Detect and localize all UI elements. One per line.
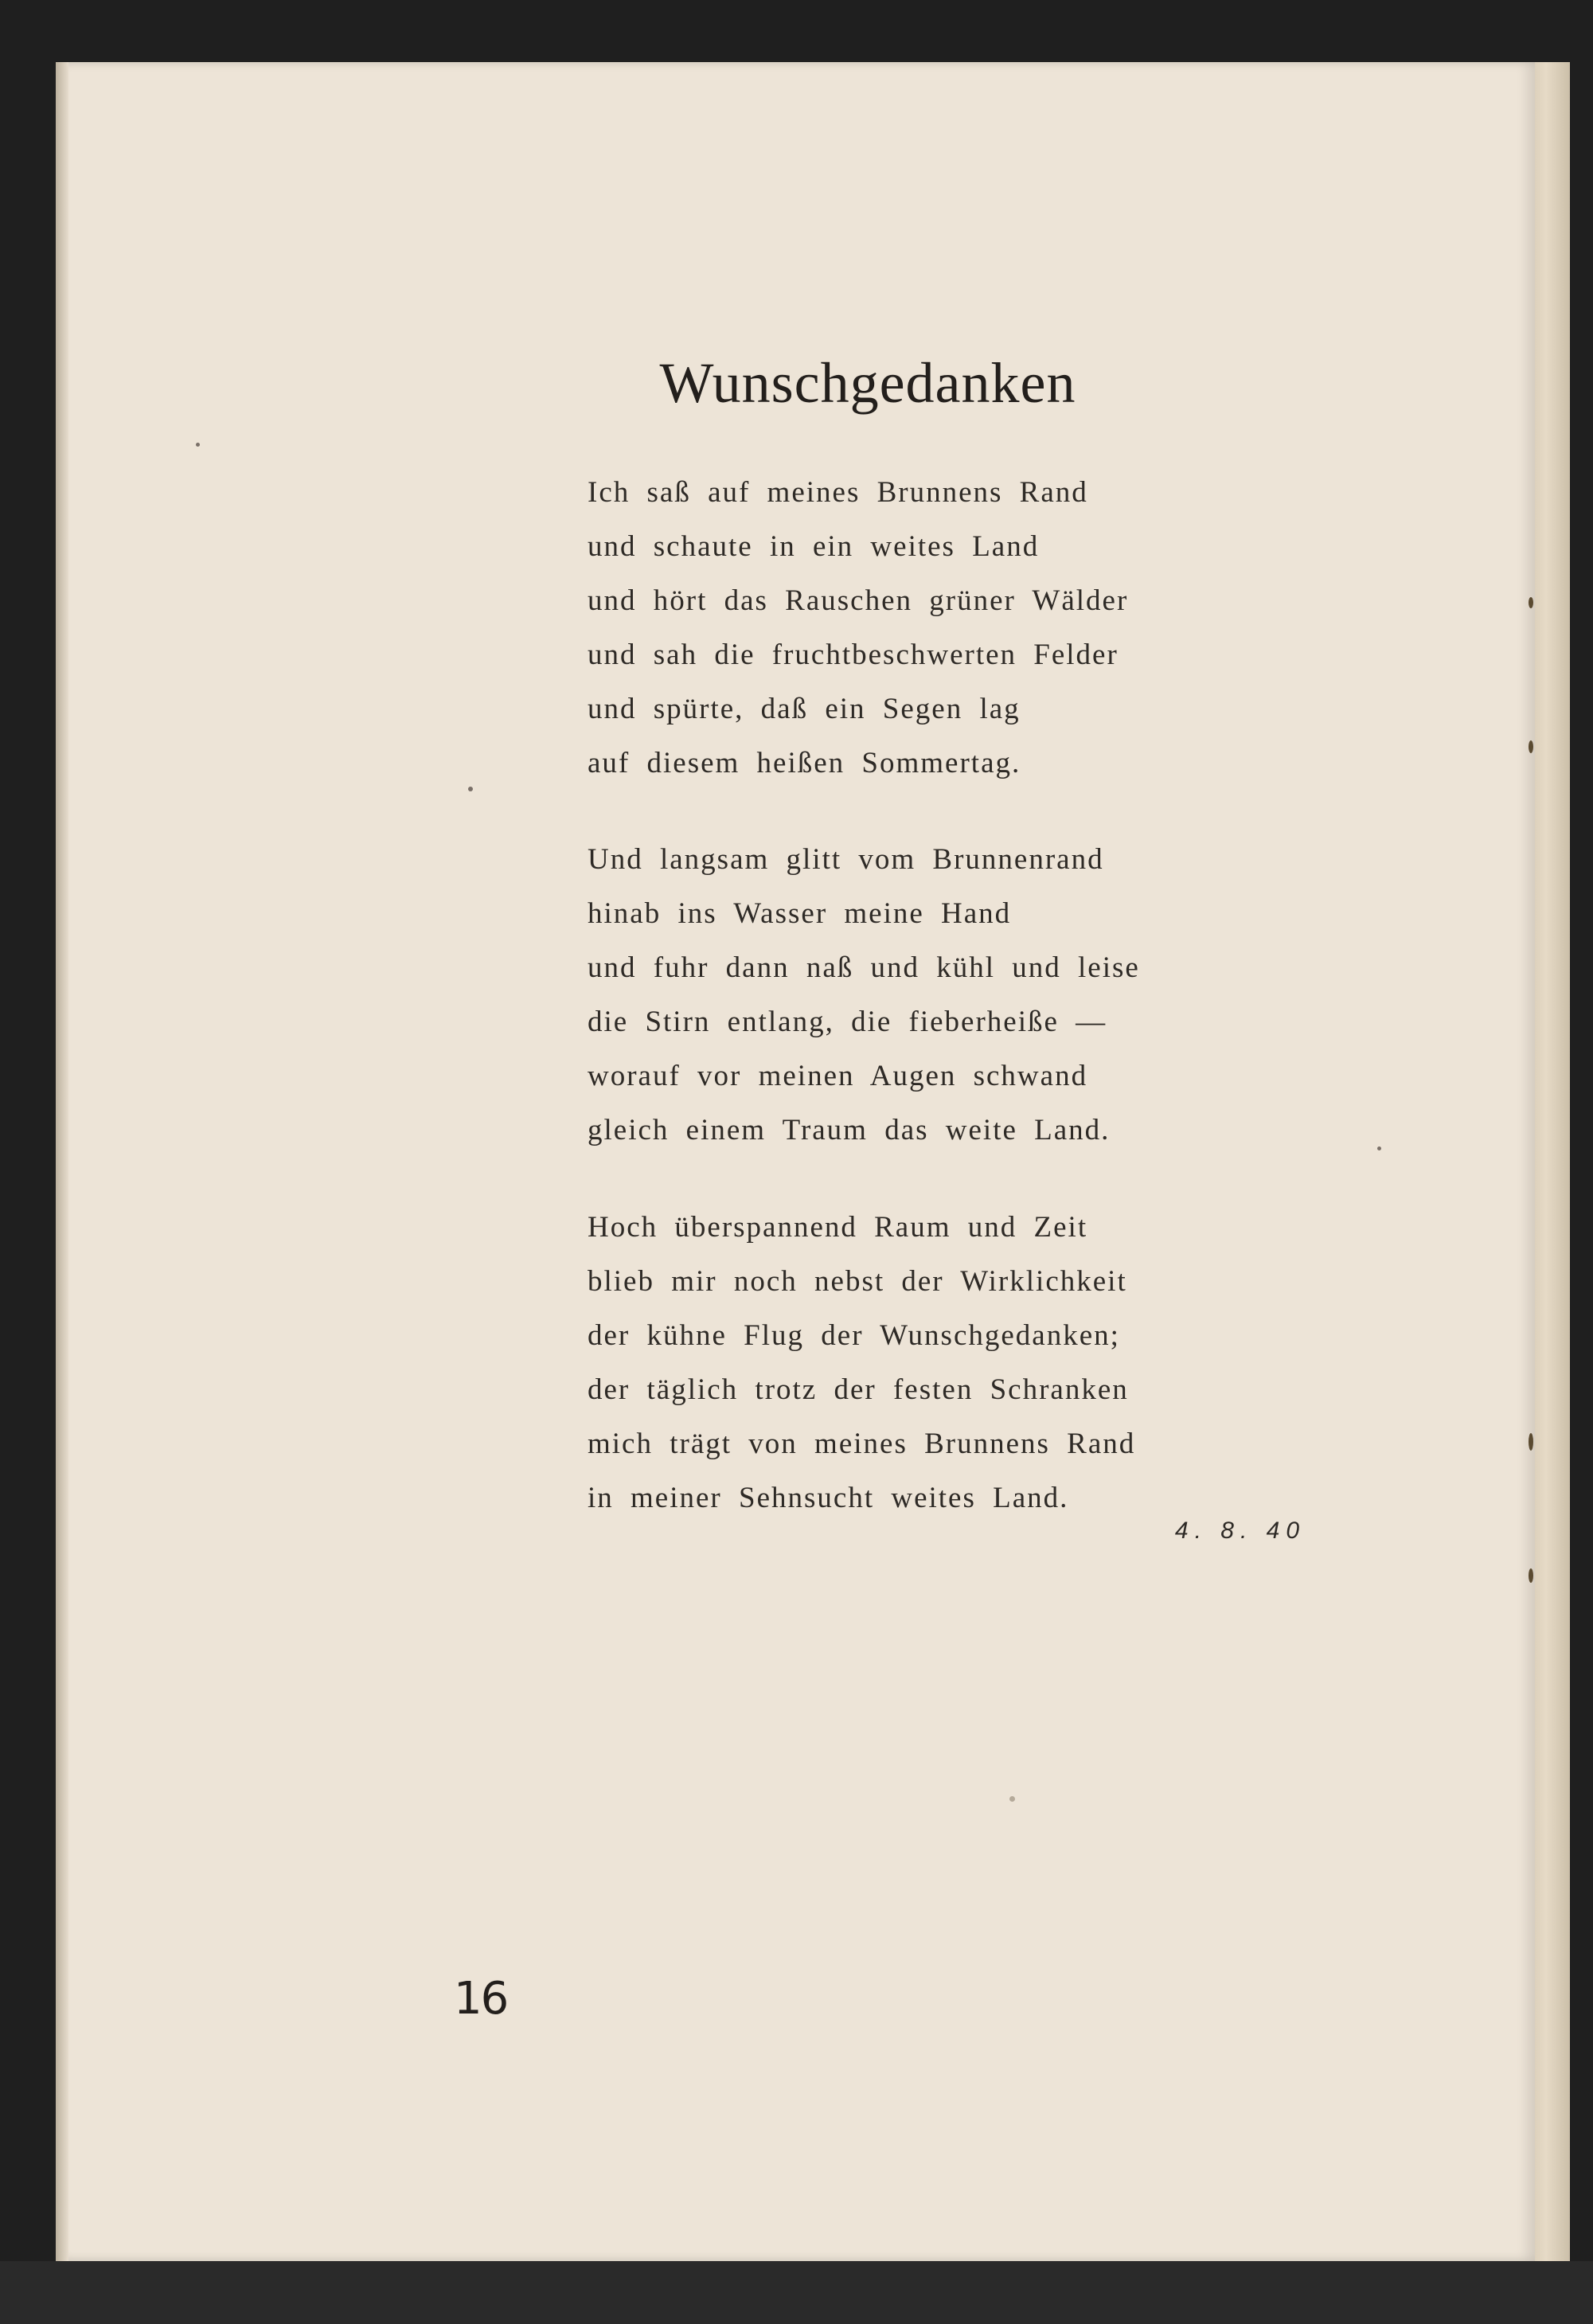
page-number: 16 [454, 1973, 508, 2025]
stanza-2 [588, 833, 1256, 1158]
poem-line: Hoch überspannend Raum und Zeit [588, 1211, 1088, 1244]
stanza-1 [588, 466, 1256, 791]
poem-line: blieb mir noch nebst der Wirklichkeit [588, 1265, 1127, 1298]
poem-line: worauf vor meinen Augen schwand [588, 1060, 1088, 1092]
poem-line: und spürte, daß ein Segen lag [588, 693, 1021, 725]
poem-line: Ich saß auf meines Brunnens Rand [588, 476, 1088, 509]
poem-line: hinab ins Wasser meine Hand [588, 897, 1012, 930]
paper-speck [1529, 597, 1533, 608]
poem-date: 4. 8. 40 [1174, 1517, 1306, 1544]
poem-line: der täglich trotz der festen Schranken [588, 1373, 1129, 1406]
poem-line: gleich einem Traum das weite Land. [588, 1114, 1111, 1146]
paper-speck [1529, 740, 1533, 753]
scan-bottom-border [0, 2261, 1593, 2324]
paper-speck [468, 787, 473, 791]
poem-line: und fuhr dann naß und kühl und leise [588, 951, 1140, 984]
paper-speck [1529, 1433, 1533, 1451]
poem-line: auf diesem heißen Sommertag. [588, 747, 1021, 779]
poem-title: Wunschgedanken [659, 351, 1076, 415]
stanza-3 [588, 1201, 1256, 1525]
poem-line: in meiner Sehnsucht weites Land. [588, 1482, 1069, 1514]
poem-line: und sah die fruchtbeschwerten Felder [588, 639, 1119, 671]
page-binding-edge [56, 62, 68, 2261]
paper-speck [1529, 1568, 1533, 1583]
poem-line: und hört das Rauschen grüner Wälder [588, 584, 1129, 617]
paper-speck [1009, 1796, 1015, 1802]
paper-speck [196, 443, 200, 447]
paper-speck [1377, 1146, 1381, 1150]
poem-line: Und langsam glitt vom Brunnenrand [588, 843, 1104, 876]
poem-line: mich trägt von meines Brunnens Rand [588, 1428, 1136, 1460]
poem-line: und schaute in ein weites Land [588, 530, 1040, 563]
poem-line: der kühne Flug der Wunschgedanken; [588, 1319, 1120, 1352]
poem-line: die Stirn entlang, die fieberheiße — [588, 1006, 1107, 1038]
